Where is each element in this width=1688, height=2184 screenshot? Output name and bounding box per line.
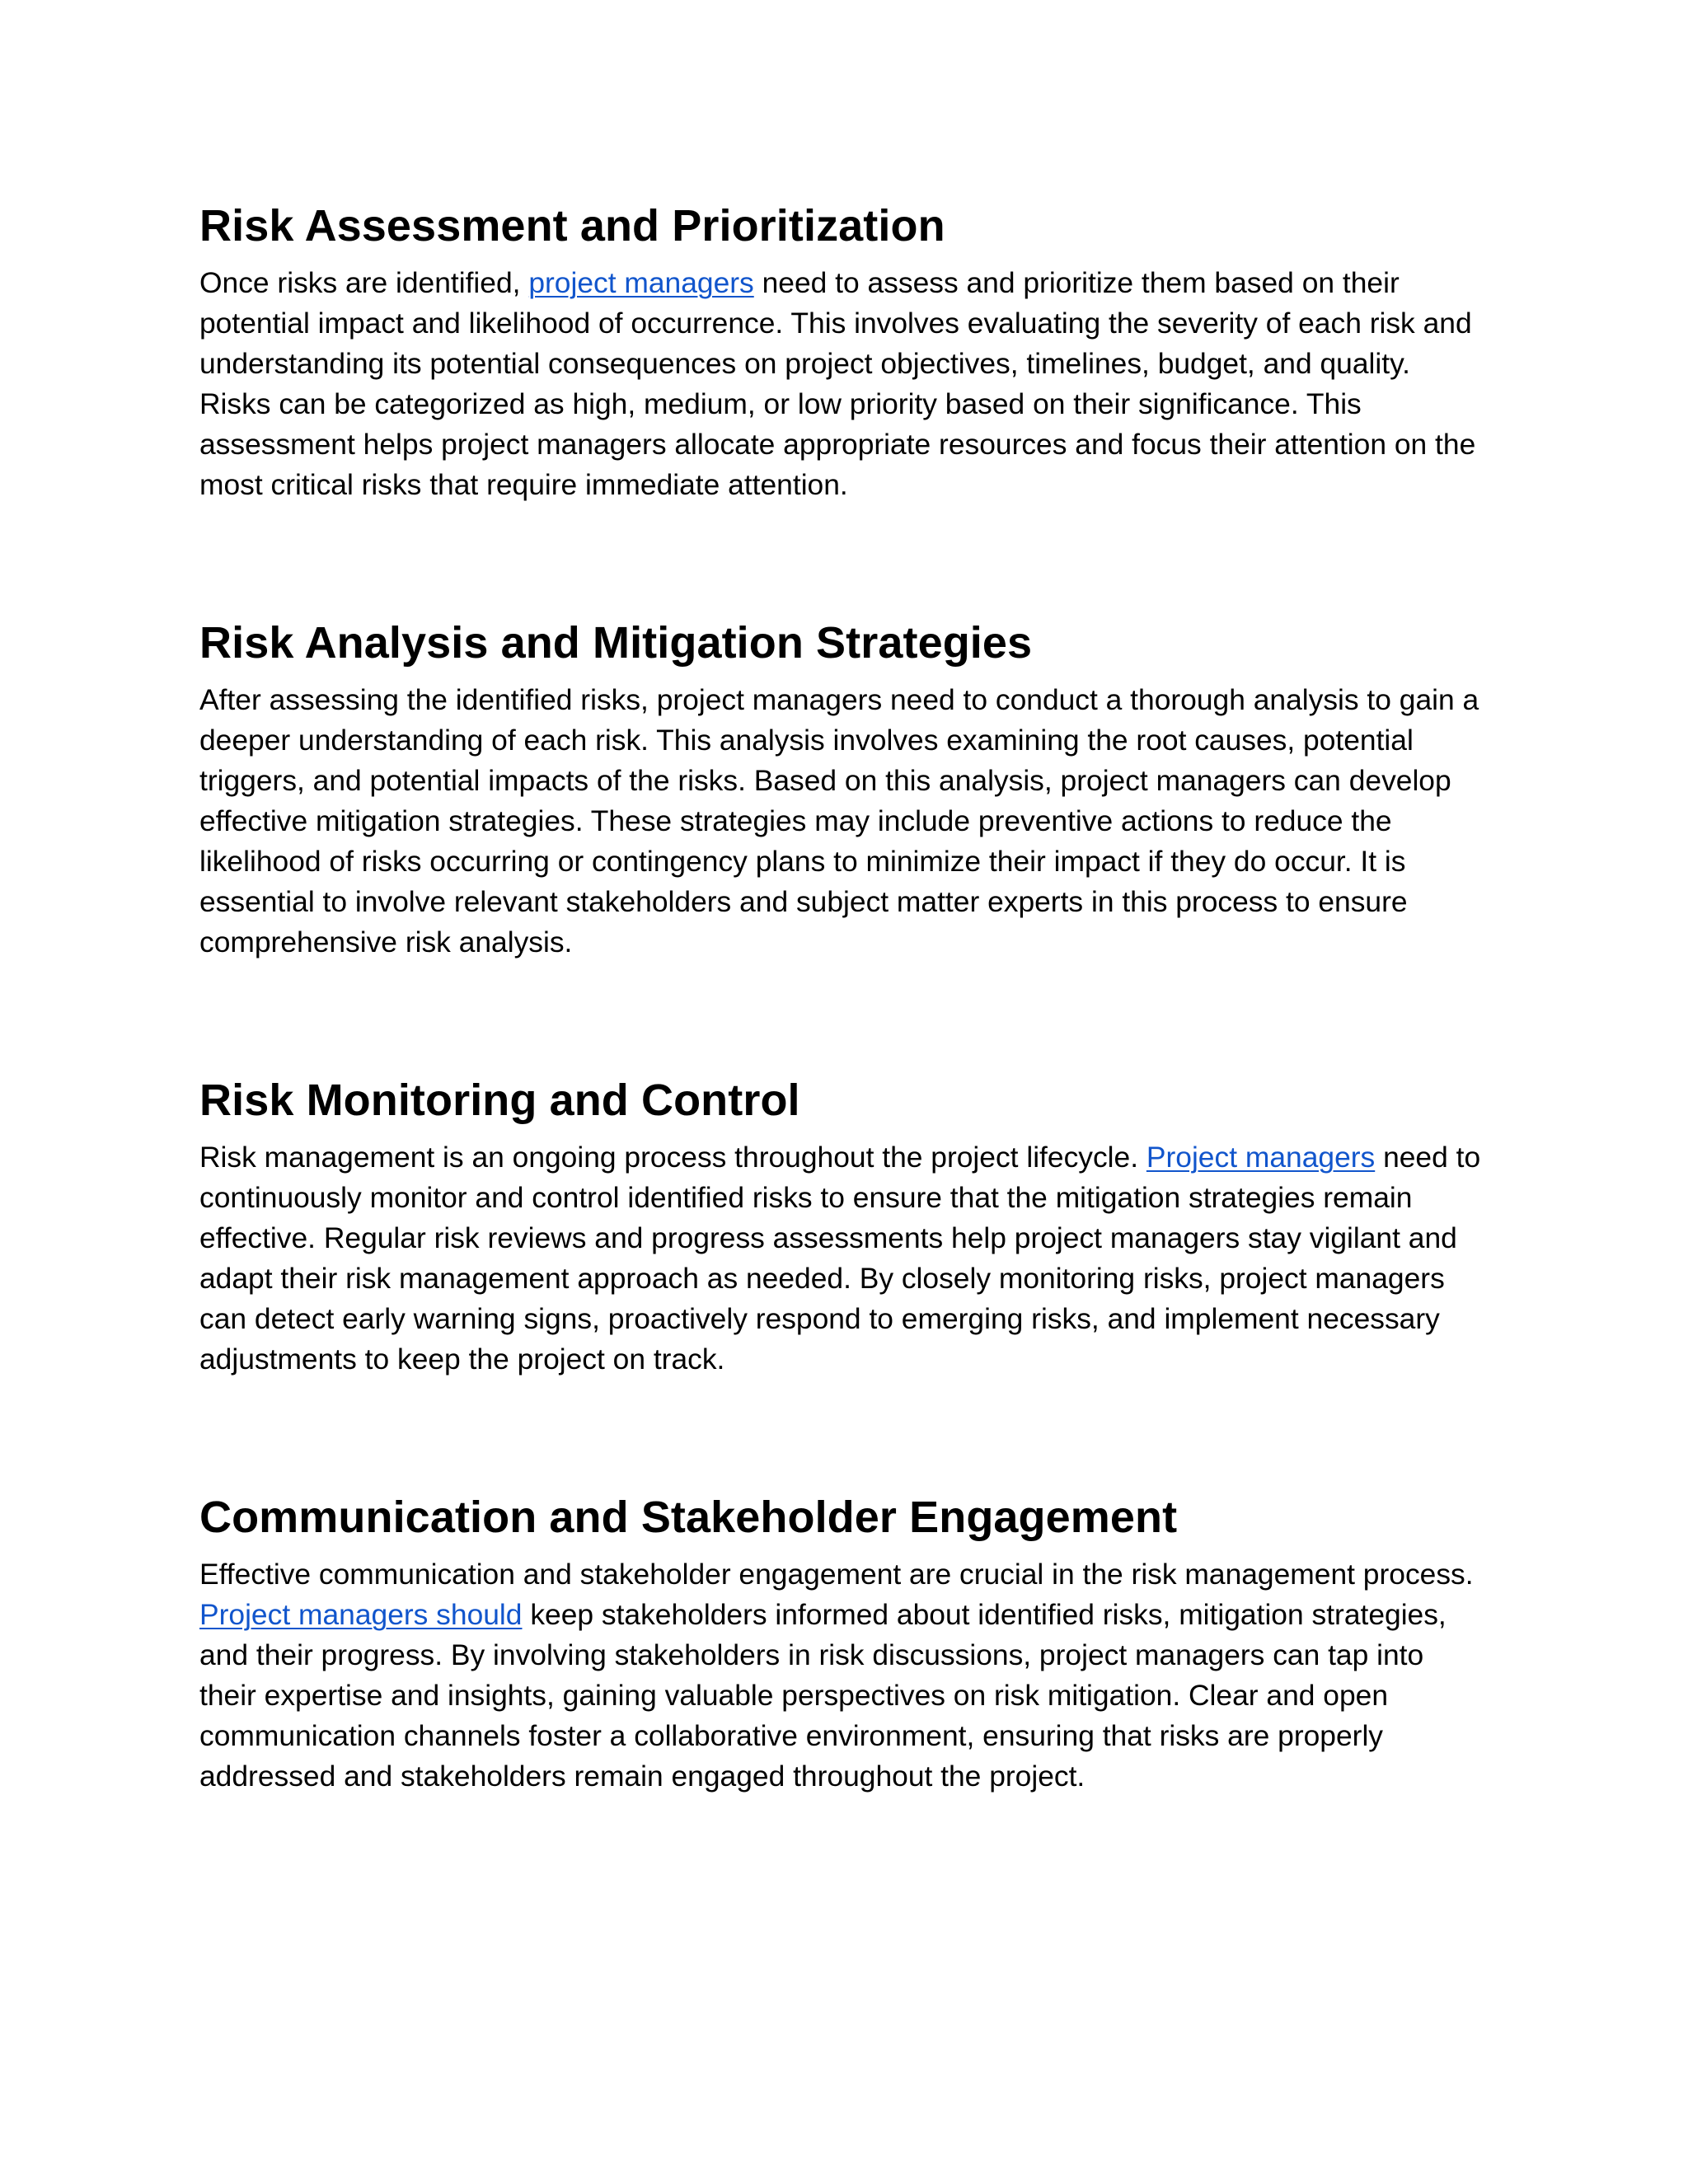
section-communication xyxy=(199,1485,1485,1797)
section-risk-monitoring xyxy=(199,1068,1485,1380)
section-heading: Risk Monitoring and Control xyxy=(199,1076,800,1125)
paragraph-text: Effective communication and stakeholder engagement are crucial in the risk management process. xyxy=(199,1558,1474,1591)
paragraph-text: need to continuously monitor and control identified risks to ensure that the mitigation strategies remain effective. Regular risk reviews and progress assessments help project managers stay vigilant and adapt their risk management approach as needed. By closely monitoring risks, project managers can detect early warning signs, proactively respond to emerging risks, and implement necessary adjustments to keep the project on track. xyxy=(199,1141,1481,1376)
section-paragraph xyxy=(199,1137,1485,1380)
paragraph-text: Once risks are identified, xyxy=(199,266,529,299)
paragraph-text: need to assess and prioritize them based on their potential impact and likelihood of occurrence. This involves evaluating the severity of each risk and understanding its potential consequences on project objectives, timelines, budget, and quality. Risks can be categorized as high, medium, or low priority based on their significance. This assessment helps project managers allocate appropriate resources and focus their attention on the most critical risks that require immediate attention. xyxy=(199,266,1476,501)
section-heading: Communication and Stakeholder Engagement xyxy=(199,1493,1178,1542)
section-paragraph: After assessing the identified risks, project managers need to conduct a thorough analysis to gain a deeper understanding of each risk. This analysis involves examining the root causes, potential triggers, and potential impacts of the risks. Based on this analysis, project managers can develop effective mitigation strategies. These strategies may include preventive actions to reduce the likelihood of risks occurring or contingency plans to minimize their impact if they do occur. It is essential to involve relevant stakeholders and subject matter experts in this process to ensure comprehensive risk analysis. xyxy=(199,683,1479,958)
document-body xyxy=(199,194,1485,1902)
project-managers-link[interactable]: Project managers xyxy=(1146,1141,1376,1174)
section-risk-analysis xyxy=(199,611,1485,963)
section-risk-assessment xyxy=(199,194,1485,505)
section-heading: Risk Assessment and Prioritization xyxy=(199,201,945,251)
project-managers-should-link[interactable]: Project managers should xyxy=(199,1598,523,1631)
section-heading: Risk Analysis and Mitigation Strategies xyxy=(199,618,1033,668)
section-paragraph xyxy=(199,263,1485,505)
paragraph-text: Risk management is an ongoing process throughout the project lifecycle. xyxy=(199,1141,1146,1174)
paragraph-text: keep stakeholders informed about identified risks, mitigation strategies, and their progress. By involving stakeholders in risk discussions, project managers can tap into their expertise and insights, gaining valuable perspectives on risk mitigation. Clear and open communication channels foster a collaborative environment, ensuring that risks are properly addressed and stakeholders remain engaged throughout the project. xyxy=(199,1598,1447,1793)
project-managers-link[interactable]: project managers xyxy=(528,266,754,299)
section-paragraph xyxy=(199,1554,1485,1797)
